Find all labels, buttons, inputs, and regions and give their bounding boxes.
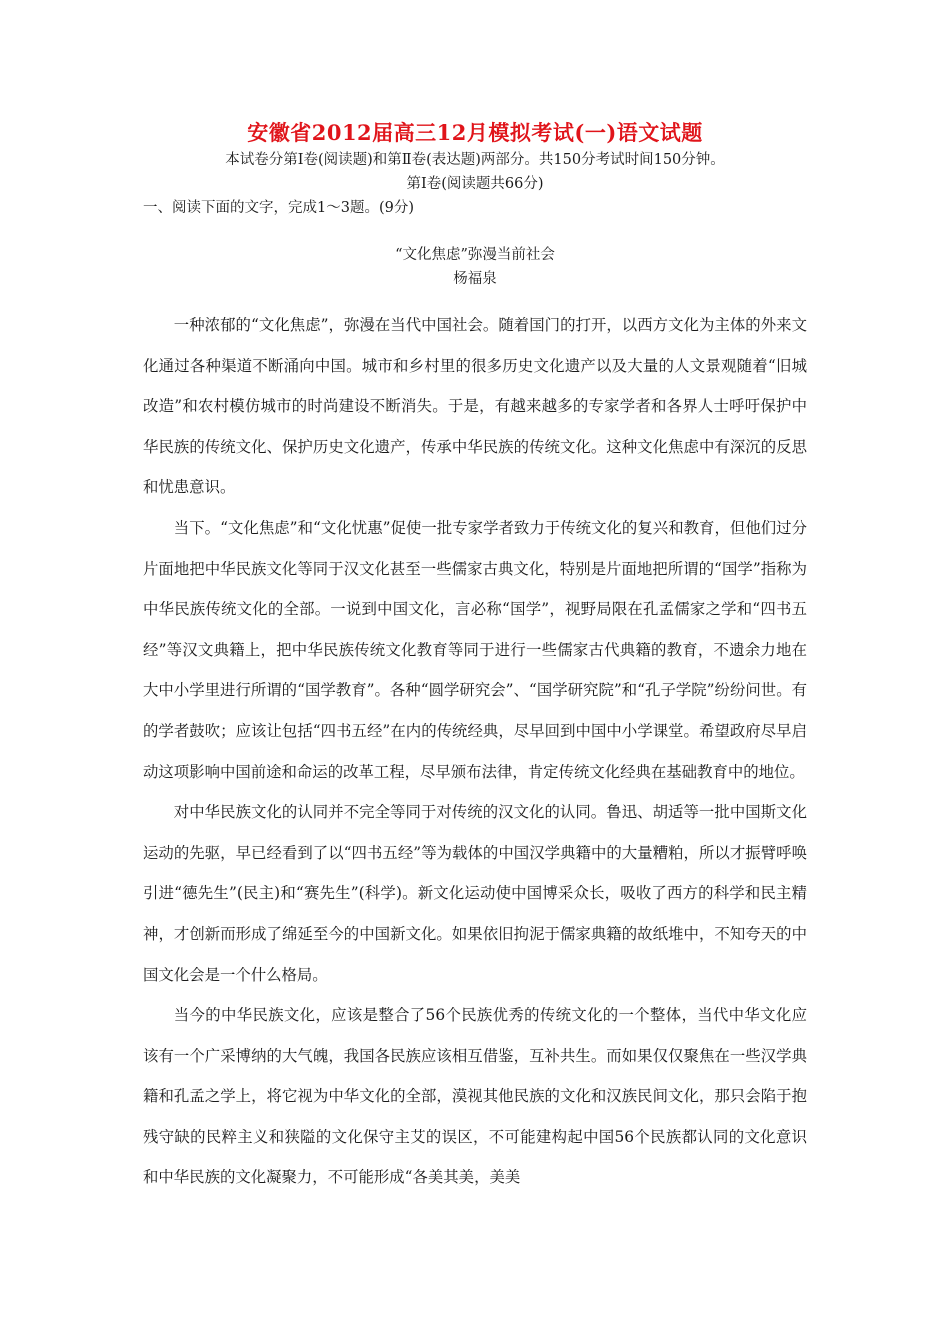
section-heading: 第Ⅰ卷(阅读题共66分) xyxy=(406,176,544,192)
article-paragraph: 一种浓郁的“文化焦虑”，弥漫在当代中国社会。随着国门的打开，以西方文化为主体的外来文化通过各种渠道不断涌向中国。城市和乡村里的很多历史文化遗产以及大量的人文景观随着“旧城改造”和农村模仿城市的时尚建设不断消失。于是，有越来越多的专家学者和各界人士呼吁保护中华民族的传统文化、保护历史文化遗产，传承中华民族的传统文化。这种文化焦虑中有深沉的反思和忧患意识。 xyxy=(143,316,807,497)
article-paragraph: 当下。“文化焦虑”和“文化忧惠”促使一批专家学者致力于传统文化的复兴和教育，但他们过分片面地把中华民族文化等同于汉文化甚至一些儒家古典文化，特别是片面地把所谓的“国学”指称为中华民族传统文化的全部。一说到中国文化，言必称“国学”，视野局限在孔孟儒家之学和“四书五经”等汉文典籍上，把中华民族传统文化教育等同于进行一些儒家古代典籍的教育，不遗余力地在大中小学里进行所谓的“国学教育”。各种“圆学研究会”、“国学研究院”和“孔子学院”纷纷问世。有的学者鼓吹；应该让包括“四书五经”在内的传统经典，尽早回到中国中小学课堂。希望政府尽早启动这项影响中国前途和命运的改革工程，尽早颁布法律，肯定传统文化经典在基础教育中的地位。 xyxy=(143,518,807,781)
article-paragraph: 当今的中华民族文化，应该是整合了56个民族优秀的传统文化的一个整体，当代中华文化应该有一个广采博纳的大气魄，我国各民族应该相互借鉴，互补共生。而如果仅仅聚焦在一些汉学典籍和孔孟之学上，将它视为中华文化的全部，漠视其他民族的文化和汉族民间文化，那只会陷于抱残守缺的民粹主义和狭隘的文化保守主艾的误区，不可能建构起中国56个民族都认同的文化意识和中华民族的文化凝聚力，不可能形成“各美其美，美美 xyxy=(143,1006,807,1187)
page-title: 安徽省2012届高三12月模拟考试(一)语文试题 xyxy=(247,120,703,145)
article-body xyxy=(143,305,807,1198)
exam-intro: 本试卷分第Ⅰ卷(阅读题)和第Ⅱ卷(表达题)两部分。共150分考试时间150分钟。 xyxy=(225,152,725,168)
article-paragraph: 对中华民族文化的认同并不完全等同于对传统的汉文化的认同。鲁迅、胡适等一批中国斯文化运动的先驱，早已经看到了以“四书五经”等为载体的中国汉学典籍中的大量糟粕，所以才振臂呼唤引进“德先生”(民主)和“赛先生”(科学)。新文化运动使中国博采众长，吸收了西方的科学和民主精神，才创新而形成了绵延至今的中国新文化。如果依旧拘泥于儒家典籍的故纸堆中，不知夸天的中国文化会是一个什么格局。 xyxy=(143,803,807,984)
exam-page xyxy=(143,118,807,1198)
article-author: 杨福泉 xyxy=(453,271,497,287)
article-title: “文化焦虑”弥漫当前社会 xyxy=(395,247,555,263)
question-heading: 一、阅读下面的文字，完成1～3题。(9分) xyxy=(143,200,414,216)
